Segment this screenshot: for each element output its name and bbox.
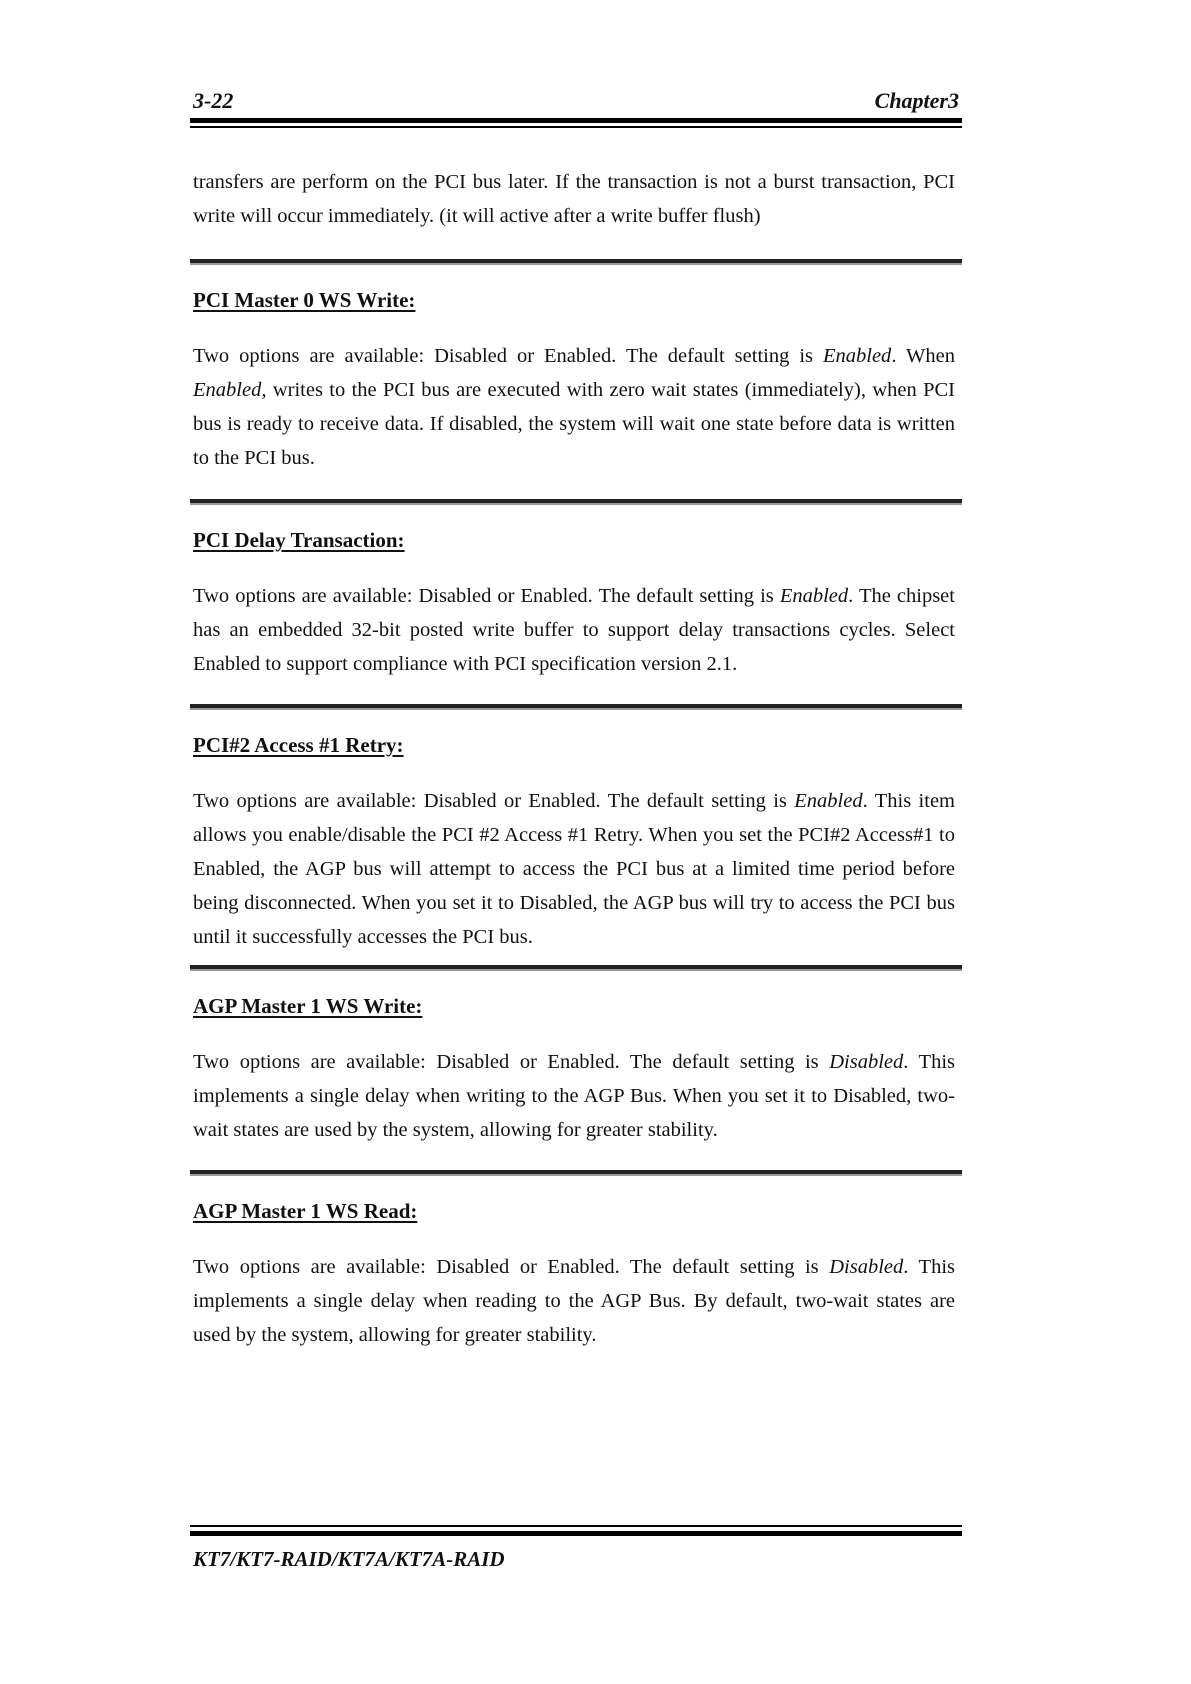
emphasized-value: Enabled <box>779 585 849 607</box>
text-run: . The chipset has an embedded 32-bit posted write buffer to support delay transactions cycles. Select Enabled to support compliance with PCI specification version 2.1. <box>193 585 955 675</box>
section-heading-agp-master-1-ws-write: AGP Master 1 WS Write: <box>193 994 423 1018</box>
text-run: . This implements a single delay when reading to the AGP Bus. By default, two-wait states are used by the system, allowing for greater stability. <box>193 1256 955 1346</box>
emphasized-value: Enabled <box>822 345 892 367</box>
text-run: . When <box>891 345 955 367</box>
section-body-pci-delay-transaction <box>193 579 955 681</box>
section-divider <box>190 1170 962 1174</box>
emphasized-value: Disabled <box>829 1256 904 1278</box>
text-run: . This implements a single delay when writing to the AGP Bus. When you set it to Disabled, two-wait states are used by the system, allowing for greater stability. <box>193 1051 955 1141</box>
text-run: Two options are available: Disabled or Enabled. The default setting is <box>193 790 795 812</box>
section-body-agp-master-1-ws-write <box>193 1045 955 1147</box>
section-heading-pci-master-0-ws-write: PCI Master 0 WS Write: <box>193 288 416 312</box>
section-heading-pci2-access-1-retry: PCI#2 Access #1 Retry: <box>193 733 404 757</box>
text-run: Two options are available: Disabled or Enabled. The default setting is <box>193 345 823 367</box>
emphasized-value: Enabled, <box>193 379 267 401</box>
section-body-agp-master-1-ws-read <box>193 1250 955 1352</box>
section-body-pci2-access-1-retry <box>193 784 955 954</box>
section-heading-agp-master-1-ws-read: AGP Master 1 WS Read: <box>193 1199 418 1223</box>
text-run: Two options are available: Disabled or Enabled. The default setting is <box>193 1051 830 1073</box>
section-body-pci-master-0-ws-write <box>193 339 955 475</box>
text-run: . This item allows you enable/disable the PCI #2 Access #1 Retry. When you set the PCI#2 Access#1 to Enabled, the AGP bus will attempt to access the PCI bus at a limited time period before being disconnected. When you set it to Disabled, the AGP bus will try to access the PCI bus until it successfully accesses the PCI bus. <box>193 790 955 948</box>
section-divider <box>190 704 962 708</box>
section-divider <box>190 259 962 263</box>
text-run: Two options are available: Disabled or Enabled. The default setting is <box>193 1256 830 1278</box>
emphasized-value: Disabled <box>829 1051 904 1073</box>
model-footer: KT7/KT7-RAID/KT7A/KT7A-RAID <box>193 1547 505 1571</box>
footer-rule <box>190 1531 962 1536</box>
header-rule <box>190 118 962 123</box>
text-run: Two options are available: Disabled or Enabled. The default setting is <box>193 585 780 607</box>
section-divider <box>190 499 962 503</box>
header-rule-thin <box>190 126 962 128</box>
footer-rule-thin <box>190 1525 962 1527</box>
emphasized-value: Enabled <box>794 790 863 812</box>
intro-paragraph: transfers are perform on the PCI bus later. If the transaction is not a burst transaction, PCI write will occur immediately. (it will active after a write buffer flush) <box>193 171 955 227</box>
section-heading-pci-delay-transaction: PCI Delay Transaction: <box>193 528 405 552</box>
document-page <box>193 0 959 1684</box>
section-divider <box>190 965 962 969</box>
page-number: 3-22 <box>193 88 234 113</box>
chapter-label: Chapter3 <box>874 88 959 113</box>
text-run: writes to the PCI bus are executed with zero wait states (immediately), when PCI bus is ready to receive data. If disabled, the system will wait one state before data is written to the PCI bus. <box>193 379 955 469</box>
